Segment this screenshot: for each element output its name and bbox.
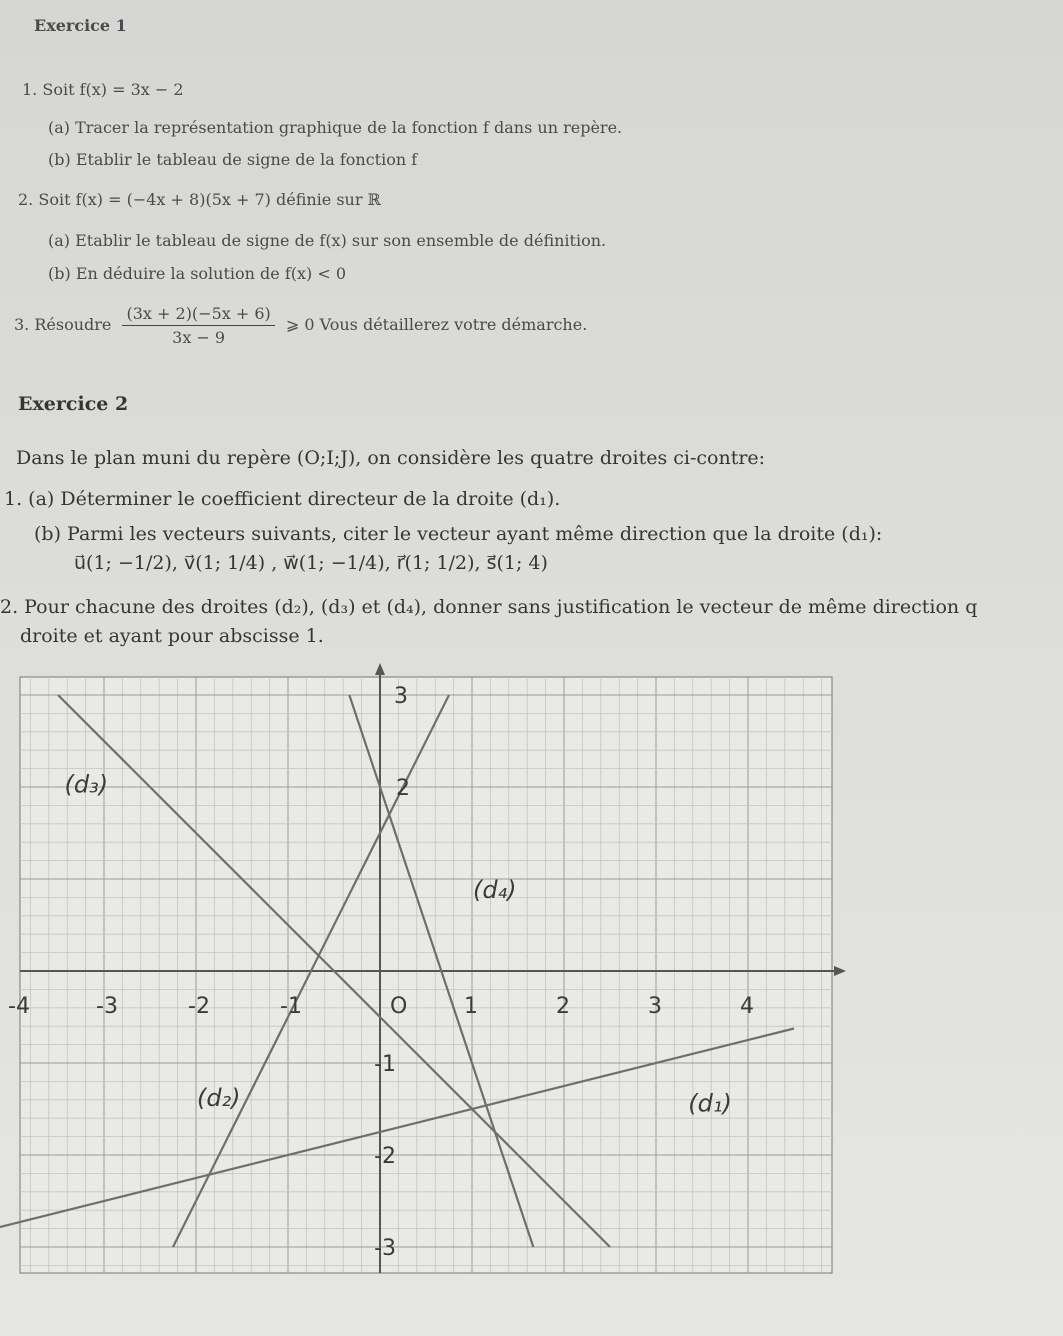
fraction-numerator: (3x + 2)(−5x + 6) [122,304,274,326]
ex2-q2b: droite et ayant pour abscisse 1. [20,625,324,647]
ex2-vectors: u⃗(1; −1/2), v⃗(1; 1/4) , w⃗(1; −1/4), r⃗(1; 1/2), s⃗(1; 4) [74,552,548,574]
ex1-q2 [18,190,381,209]
ex1-q1-num: 1. [22,80,38,99]
x-tick-label: 1 [464,994,478,1019]
ex1-q2-text: Soit f(x) = (−4x + 8)(5x + 7) définie sur ℝ [38,190,381,209]
x-tick-label: -4 [8,994,30,1019]
ex1-q1-a: (a) Tracer la représentation graphique de la fonction f dans un repère. [48,118,623,137]
ex1-q1-text: Soit f(x) = 3x − 2 [42,80,184,99]
x-tick-label: 3 [648,994,662,1019]
ex1-q3-prefix: Résoudre [34,315,112,334]
exercise1-title: Exercice 1 [34,16,127,35]
ex2-q1b: (b) Parmi les vecteurs suivants, citer le vecteur ayant même direction que la droite (d₁): [34,523,883,545]
ex1-q1-b: (b) Etablir le tableau de signe de la fonction f [48,150,418,169]
x-tick-label: -2 [188,994,210,1019]
x-axis-arrow [834,966,846,976]
ex1-q3-num: 3. [14,315,30,334]
ex1-q3-suffix: ⩾ 0 Vous détaillerez votre démarche. [285,315,588,334]
exercise2-title: Exercice 2 [18,393,129,415]
y-tick-label: 3 [394,684,408,709]
fraction-denominator: 3x − 9 [172,328,226,347]
ex1-q1 [22,80,184,99]
graph-frame [20,677,832,1273]
ex2-q1a: 1. (a) Déterminer le coefficient directeur de la droite (d₁). [4,488,561,510]
x-tick-label: O [390,994,408,1019]
ex1-q2-a: (a) Etablir le tableau de signe de f(x) sur son ensemble de définition. [48,231,607,250]
y-axis-arrow [375,663,385,675]
y-tick-label: -2 [374,1144,396,1169]
y-tick-label: 2 [396,776,410,801]
label-d2: (d₂) [196,1084,241,1113]
x-tick-label: -1 [280,994,302,1019]
x-tick-label: -3 [96,994,118,1019]
ex2-q2: 2. Pour chacune des droites (d₂), (d₃) et (d₄), donner sans justification le vecteur de même direction q [0,596,978,618]
y-tick-label: -1 [374,1052,396,1077]
label-d4: (d₄) [472,876,517,905]
ex2-intro: Dans le plan muni du repère (O;I;J), on considère les quatre droites ci-contre: [16,447,766,469]
x-tick-label: 4 [740,994,754,1019]
ex1-q2-b: (b) En déduire la solution de f(x) < 0 [48,264,347,283]
label-d1: (d₁) [688,1089,732,1118]
ex1-q3 [14,304,587,347]
label-d3: (d₃) [64,770,109,799]
graph-figure [0,655,860,1336]
y-tick-label: -3 [374,1236,396,1261]
ex1-q3-fraction [122,304,274,347]
x-tick-label: 2 [556,994,570,1019]
ex1-q2-num: 2. [18,190,34,209]
